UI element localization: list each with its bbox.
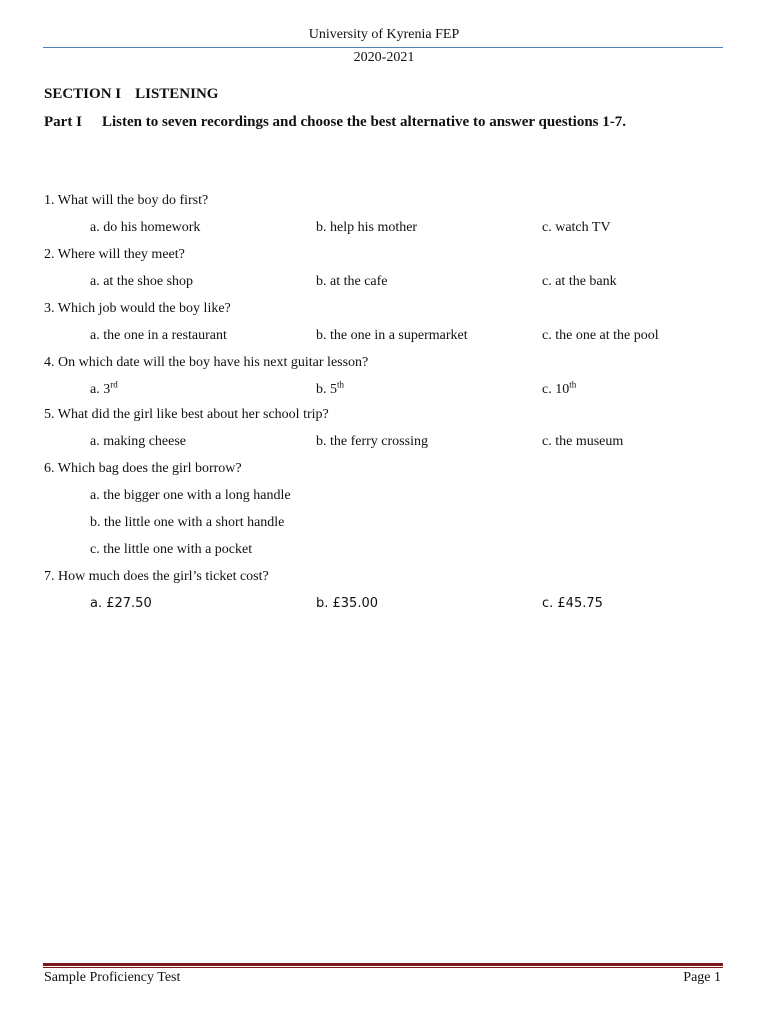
option-c: c. £45.75 [542,596,603,611]
option-a: a. £27.50 [90,596,152,611]
question-text: 6. Which bag does the girl borrow? [44,461,242,476]
option-a-suffix: rd [110,379,118,390]
question-text: 5. What did the girl like best about her school trip? [44,407,329,422]
option-c: c. the museum [542,434,624,449]
option-c: c. the one at the pool [542,328,659,343]
page-number: Page 1 [683,970,721,985]
option-b-text: b. 5 [316,382,337,397]
option-a-text: a. 3 [90,382,111,397]
footer-title: Sample Proficiency Test [44,970,181,985]
option-a: a. at the shoe shop [90,274,194,289]
option-c [542,379,577,398]
option-a: a. making cheese [90,434,187,449]
part-instruction-line [44,114,626,131]
option-b: b. at the cafe [316,274,388,289]
section-name: LISTENING [135,86,219,102]
question-text: 4. On which date will the boy have his next guitar lesson? [44,355,369,370]
header-rule [43,47,723,48]
option-a [90,379,118,398]
option-b: b. the ferry crossing [316,434,428,449]
footer-rule [43,963,723,966]
option-b: b. the little one with a short handle [90,515,285,530]
option-a: a. the one in a restaurant [90,328,227,343]
footer-rule-thin [43,967,723,968]
question-text: 3. Which job would the boy like? [44,301,231,316]
option-c: c. watch TV [542,220,611,235]
option-b-suffix: th [337,379,345,390]
question-text: 2. Where will they meet? [44,247,185,262]
option-a: a. do his homework [90,220,201,235]
part-label: Part I [44,114,82,130]
section-title [44,86,218,103]
header-year: 2020-2021 [353,50,415,65]
option-b: b. the one in a supermarket [316,328,468,343]
part-instruction: Listen to seven recordings and choose the best alternative to answer questions 1-7. [102,114,627,130]
option-b [316,379,345,398]
option-c-suffix: th [569,379,577,390]
option-b: b. £35.00 [316,596,379,611]
question-text: 1. What will the boy do first? [44,193,209,208]
option-a: a. the bigger one with a long handle [90,488,291,503]
section-label: SECTION I [44,86,122,102]
option-c: c. the little one with a pocket [90,542,253,557]
option-c: c. at the bank [542,274,617,289]
option-b: b. help his mother [316,220,418,235]
option-c-text: c. 10 [542,382,570,397]
question-text: 7. How much does the girl’s ticket cost? [44,569,269,584]
header-title: University of Kyrenia FEP [308,27,460,42]
